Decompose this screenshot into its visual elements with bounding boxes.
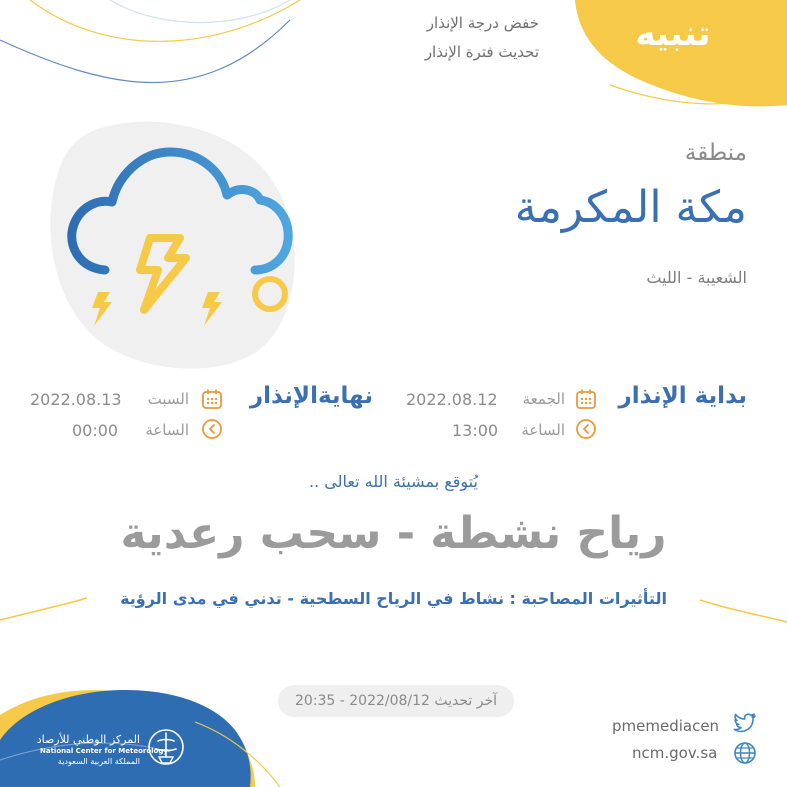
alert-end-title: نهايةالإنذار: [249, 383, 373, 409]
clock-icon: [201, 418, 223, 440]
alert-start-time: 13:00: [452, 421, 499, 440]
alert-end-day: السبت: [147, 390, 189, 408]
clock-icon: [575, 418, 597, 440]
region-label: منطقة: [684, 140, 747, 166]
storm-cloud-icon: [60, 140, 300, 340]
website-link[interactable]: ncm.gov.sa: [632, 744, 718, 762]
calendar-icon: [201, 388, 223, 410]
alert-start-date: 2022.08.12: [406, 390, 498, 409]
alert-badge: تنبيه: [635, 14, 711, 54]
alert-end-date: 2022.08.13: [30, 390, 122, 409]
alert-end-time: 00:00: [72, 421, 119, 440]
alert-end-time-label: الساعة: [145, 421, 189, 439]
alert-start-time-label: الساعة: [521, 421, 565, 439]
region-areas: الشعيبة - الليث: [646, 268, 747, 287]
alert-start-day: الجمعة: [522, 390, 565, 408]
note-downgrade: خفض درجة الإنذار: [426, 14, 539, 32]
twitter-icon[interactable]: [733, 712, 757, 734]
last-update-badge: آخر تحديث 2022/08/12 - 20:35: [278, 685, 514, 717]
ncm-emblem-icon: [146, 727, 186, 771]
forecast-headline: رياح نشطة - سحب رعدية: [120, 508, 667, 559]
note-period-update: تحديث فترة الإنذار: [424, 43, 539, 61]
forecast-intro: يُتوقع بمشيئة الله تعالى ..: [309, 472, 478, 491]
org-country-ar: المملكة العربية السعودية: [57, 757, 140, 766]
org-name-en: National Center for Meteorology: [40, 747, 168, 755]
calendar-icon: [575, 388, 597, 410]
forecast-effects: التأثيرات المصاحبة : نشاط في الرياح السطحية - تدني في مدى الرؤية: [120, 589, 667, 608]
org-name-ar: المركز الوطني للأرصاد: [36, 733, 140, 746]
globe-icon[interactable]: [733, 741, 757, 765]
twitter-handle[interactable]: pmemediacen: [612, 717, 720, 735]
region-name: مكة المكرمة: [514, 182, 747, 233]
alert-start-title: بداية الإنذار: [618, 383, 747, 409]
